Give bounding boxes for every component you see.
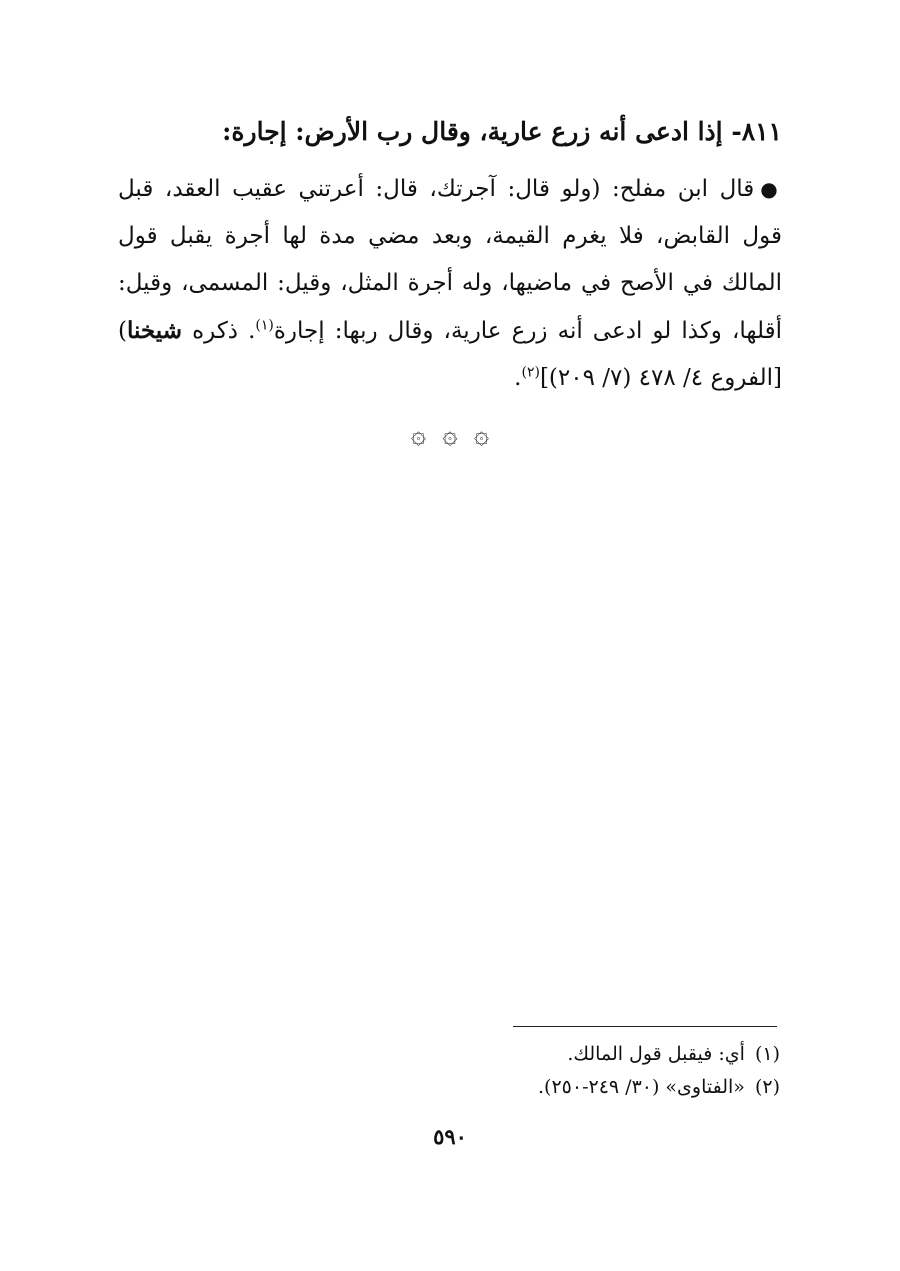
footnote-ref-2: (٢)	[521, 364, 540, 381]
ornament-icon: ۞	[410, 420, 427, 450]
entry-heading: ٨١١- إذا ادعى أنه زرع عارية، وقال رب الأرض: إجارة:	[222, 117, 782, 146]
ornament-icon: ۞	[473, 420, 490, 450]
entry-text-part-2: . ذكره	[182, 318, 256, 344]
footnote-2	[300, 1071, 780, 1104]
ornament-icon: ۞	[442, 420, 458, 450]
entry-text-end: .	[514, 365, 522, 391]
bullet-icon: ●	[760, 177, 782, 201]
footnote-number: (١)	[754, 1043, 780, 1065]
footnote-number: (٢)	[754, 1076, 780, 1098]
footnote-divider	[513, 1026, 777, 1027]
section-divider-ornaments	[0, 420, 900, 450]
main-content	[118, 108, 782, 402]
footnote-ref-1: (١)	[255, 317, 274, 334]
footnote-1	[300, 1038, 780, 1071]
footnote-text: «الفتاوى» (٣٠/ ٢٤٩-٢٥٠).	[537, 1076, 745, 1098]
footnotes	[300, 1038, 780, 1104]
entry-body	[118, 166, 782, 402]
page-number: ٥٩٠	[433, 1124, 467, 1149]
entry-bold-phrase: شيخنا	[126, 317, 182, 344]
entry-text-part-1: قال ابن مفلح: (ولو قال: آجرتك، قال: أعرتني عقيب العقد، قبل قول القابض، فلا يغرم القيمة، وبعد مضي مدة لها أجرة يقبل قول المالك في الأصح في ماضيها، وله أجرة المثل، وقيل: المسمى، وقيل: أقلها، وكذا لو ادعى أنه زرع عارية، وقال ربها: إجارة	[118, 176, 782, 344]
footnote-text: أي: فيقبل قول المالك.	[567, 1043, 745, 1065]
entry-text-part-3: ) [الفروع ٤/ ٤٧٨ (٧/ ٢٠٩)]	[118, 318, 782, 391]
